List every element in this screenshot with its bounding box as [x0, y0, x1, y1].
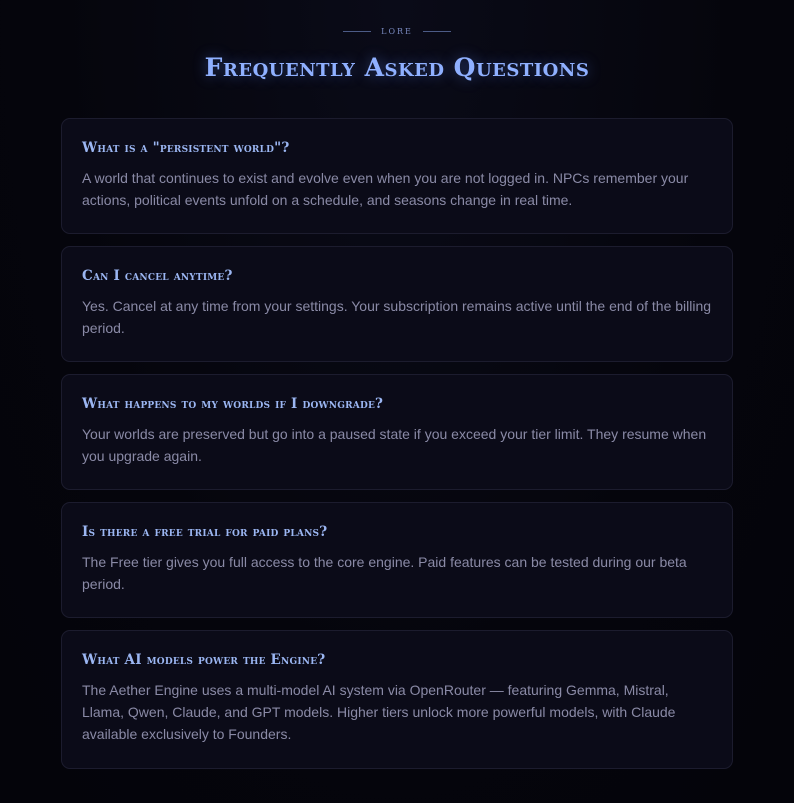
faq-question: Is there a free trial for paid plans? — [82, 524, 328, 540]
faq-answer: A world that continues to exist and evolve even when you are not logged in. NPCs remember your actions, political events unfold on a schedule, and seasons change in real time. — [82, 170, 689, 208]
eyebrow-divider-right — [423, 31, 451, 32]
faq-item-cancel — [61, 246, 733, 362]
faq-answer: Your worlds are preserved but go into a paused state if you exceed your tier limit. They resume when you upgrade again. — [82, 426, 707, 464]
faq-question: What happens to my worlds if I downgrade? — [82, 396, 384, 412]
eyebrow-label: LORE — [381, 27, 413, 36]
faq-question: What is a "persistent world"? — [82, 140, 290, 156]
faq-list — [61, 118, 733, 781]
section-eyebrow — [0, 27, 794, 36]
faq-item-ai-models — [61, 630, 733, 769]
faq-answer: The Free tier gives you full access to the core engine. Paid features can be tested during our beta period. — [82, 554, 687, 592]
page-title: Frequently Asked Questions — [204, 53, 590, 82]
faq-item-free-trial — [61, 502, 733, 618]
faq-question: Can I cancel anytime? — [82, 268, 233, 284]
faq-answer: The Aether Engine uses a multi-model AI system via OpenRouter — featuring Gemma, Mistral, Llama, Qwen, Claude, and GPT models. Higher tiers unlock more powerful models, with Claude available exclusively to Founders. — [82, 682, 676, 742]
faq-question: What AI models power the Engine? — [82, 652, 326, 668]
faq-answer: Yes. Cancel at any time from your settings. Your subscription remains active until the end of the billing period. — [82, 298, 712, 336]
faq-item-downgrade — [61, 374, 733, 490]
eyebrow-divider-left — [343, 31, 371, 32]
faq-item-persistent-world — [61, 118, 733, 234]
